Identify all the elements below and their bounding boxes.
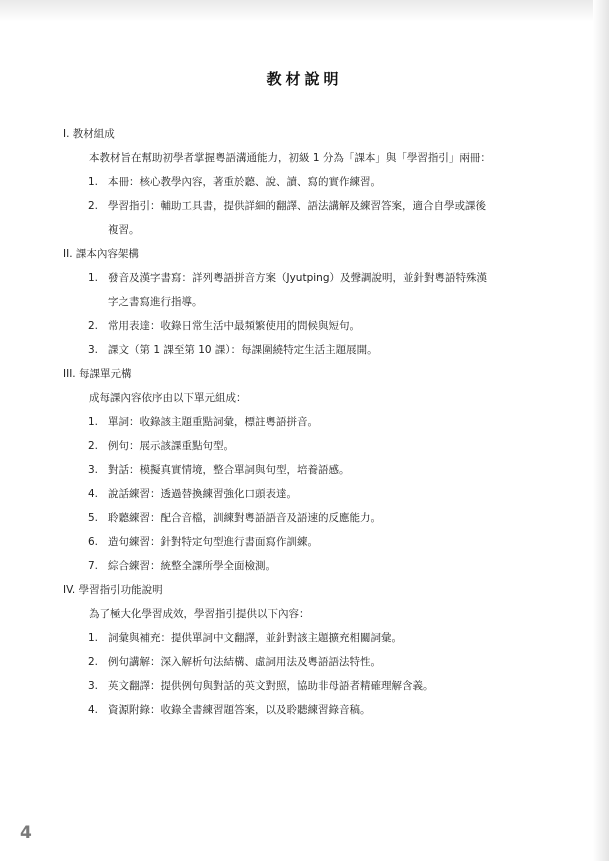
list-item-number: 4. — [88, 488, 99, 500]
list-item — [88, 558, 276, 573]
list-item — [88, 678, 434, 693]
list-item-number: 1. — [88, 272, 99, 284]
list-item-text: 對話：模擬真實情境，整合單詞與句型，培養語感。 — [108, 464, 350, 476]
list-item — [88, 174, 381, 189]
section-heading-structure: II. 課本內容架構 — [63, 248, 139, 260]
list-item — [88, 270, 487, 285]
page-number: 4 — [20, 823, 32, 843]
list-item — [88, 318, 360, 333]
list-item — [88, 630, 402, 645]
list-item-text: 發音及漢字書寫：詳列粵語拼音方案（Jyutping）及聲調說明，並針對粵語特殊漢 — [108, 272, 487, 284]
section-heading-units: III. 每課單元構 — [63, 368, 132, 380]
list-item — [88, 342, 378, 357]
list-item-text: 造句練習：針對特定句型進行書面寫作訓練。 — [108, 536, 318, 548]
section-intro-guide: 為了極大化學習成效，學習指引提供以下內容： — [89, 608, 310, 620]
list-item-number: 2. — [88, 656, 99, 668]
list-item-number: 2. — [88, 200, 99, 212]
list-item — [88, 702, 371, 717]
list-item-text: 綜合練習：統整全課所學全面檢測。 — [108, 560, 276, 572]
list-item-number: 3. — [88, 344, 99, 356]
list-item-number: 1. — [88, 176, 99, 188]
list-item-text: 本冊：核心教學內容，著重於聽、說、讀、寫的實作練習。 — [108, 176, 381, 188]
top-edge-shadow — [0, 0, 609, 22]
right-edge-shadow — [593, 0, 609, 861]
list-item-text: 資源附錄：收錄全書練習題答案，以及聆聽練習錄音稿。 — [108, 704, 371, 716]
list-item-number: 5. — [88, 512, 99, 524]
section-heading-guide: IV. 學習指引功能說明 — [63, 584, 163, 596]
list-item-text: 學習指引：輔助工具書，提供詳細的翻譯、語法講解及練習答案，適合自學或課後 — [108, 200, 486, 212]
list-item — [88, 654, 381, 669]
list-item-text: 例句：展示該課重點句型。 — [108, 440, 234, 452]
section-intro-units: 成每課內容依序由以下單元組成： — [89, 392, 247, 404]
list-item — [88, 414, 318, 429]
list-item-number: 2. — [88, 320, 99, 332]
list-item — [88, 534, 318, 549]
list-item-text: 說話練習：透過替換練習強化口頭表達。 — [108, 488, 297, 500]
section-intro-composition: 本教材旨在幫助初學者掌握粵語溝通能力，初級 1 分為「課本」與「學習指引」兩冊： — [89, 152, 491, 164]
list-item-text: 詞彙與補充：提供單詞中文翻譯，並針對該主題擴充相關詞彙。 — [108, 632, 402, 644]
list-item-number: 3. — [88, 464, 99, 476]
list-item-text: 例句講解：深入解析句法結構、虛詞用法及粵語語法特性。 — [108, 656, 381, 668]
list-item-number: 3. — [88, 680, 99, 692]
list-item-continuation: 字之書寫進行指導。 — [108, 296, 203, 308]
list-item-number: 1. — [88, 632, 99, 644]
list-item — [88, 462, 350, 477]
list-item-text: 常用表達：收錄日常生活中最頻繁使用的問候與短句。 — [108, 320, 360, 332]
list-item-number: 7. — [88, 560, 99, 572]
list-item-text: 單詞：收錄該主題重點詞彙，標註粵語拼音。 — [108, 416, 318, 428]
list-item — [88, 486, 297, 501]
list-item — [88, 510, 381, 525]
section-heading-composition: I. 教材組成 — [63, 128, 115, 140]
list-item — [88, 198, 486, 213]
list-item-text: 英文翻譯：提供例句與對話的英文對照，協助非母語者精確理解含義。 — [108, 680, 434, 692]
list-item-number: 4. — [88, 704, 99, 716]
list-item-text: 課文（第 1 課至第 10 課）：每課圍繞特定生活主題展開。 — [108, 344, 378, 356]
list-item-number: 1. — [88, 416, 99, 428]
list-item-number: 2. — [88, 440, 99, 452]
list-item-text: 聆聽練習：配合音檔，訓練對粵語語音及語速的反應能力。 — [108, 512, 381, 524]
page-title: 教材說明 — [266, 70, 343, 88]
list-item-continuation: 複習。 — [108, 224, 140, 236]
list-item-number: 6. — [88, 536, 99, 548]
list-item — [88, 438, 234, 453]
